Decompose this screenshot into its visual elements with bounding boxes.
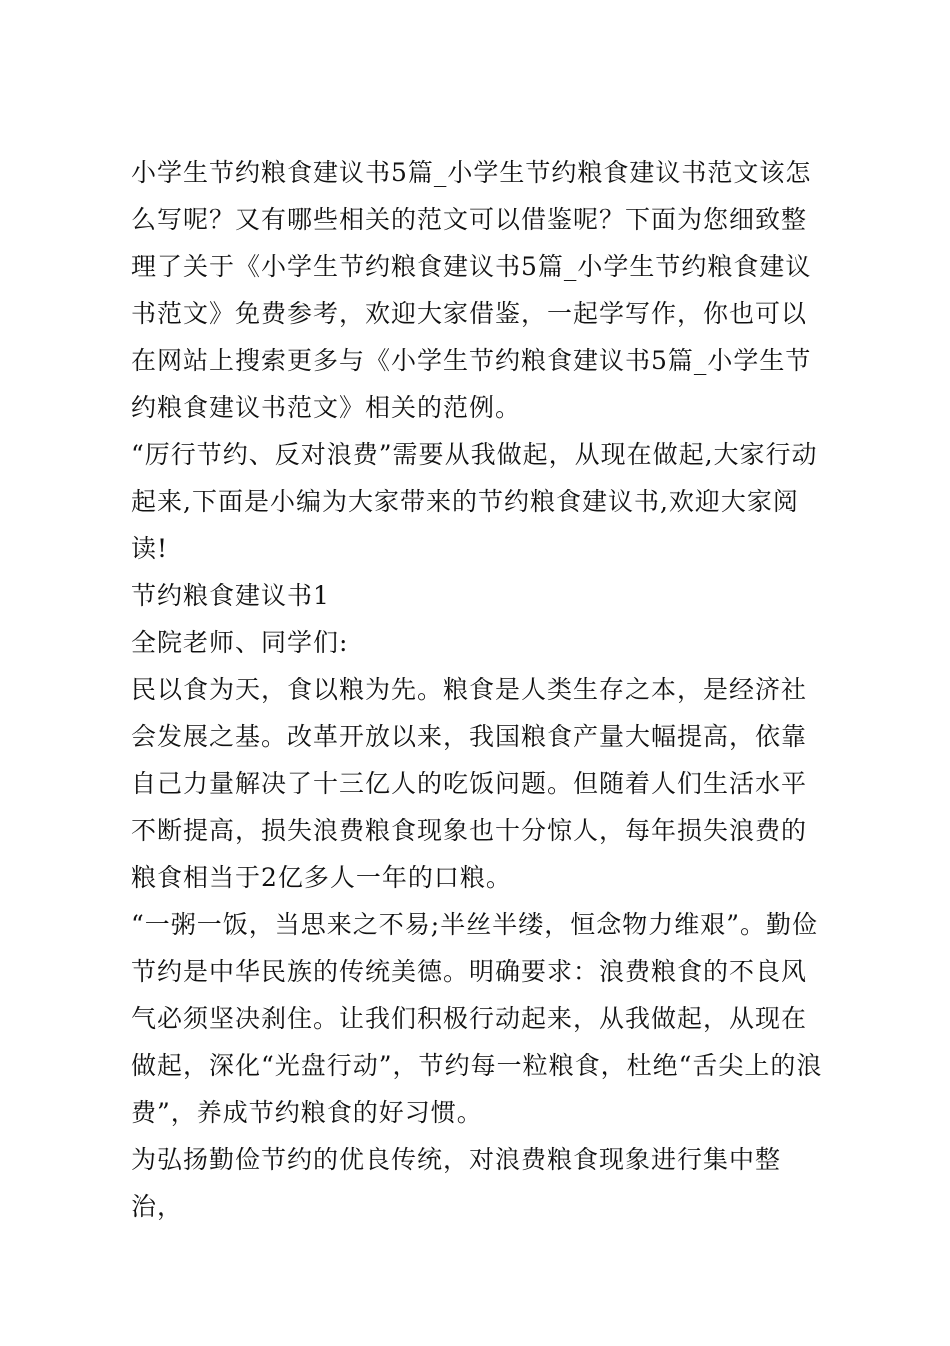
body-paragraph: 民以食为天，食以粮为先。粮食是人类生存之本，是经济社会发展之基。改革开放以来，我国粮食产量大幅提高，依靠自己力量解决了十三亿人的吃饭问题。但随着人们生活水平不断提高，损失浪费粮食现象也十分惊人，每年损失浪费的粮食相当于2亿多人一年的口粮。: [131, 675, 808, 892]
salutation: 全院老师、同学们:: [131, 628, 349, 657]
section-heading: 节约粮食建议书1: [131, 581, 330, 610]
document-body: [131, 149, 831, 1230]
body-paragraph: 为弘扬勤俭节约的优良传统，对浪费粮食现象进行集中整治，: [131, 1145, 782, 1221]
body-paragraph: “一粥一饭，当思来之不易;半丝半缕，恒念物力维艰”。勤俭节约是中华民族的传统美德。明确要求：浪费粮食的不良风气必须坚决刹住。让我们积极行动起来，从我做起，从现在做起，深化“光盘行动”，节约每一粒粮食，杜绝“舌尖上的浪费”，养成节约粮食的好习惯。: [131, 910, 823, 1127]
intro-paragraph: 小学生节约粮食建议书5篇_小学生节约粮食建议书范文该怎么写呢？又有哪些相关的范文可以借鉴呢？下面为您细致整理了关于《小学生节约粮食建议书5篇_小学生节约粮食建议书范文》免费参考，欢迎大家借鉴，一起学写作，你也可以在网站上搜索更多与《小学生节约粮食建议书5篇_小学生节约粮食建议书范文》相关的范例。: [131, 158, 812, 422]
lead-paragraph: “厉行节约、反对浪费”需要从我做起，从现在做起,大家行动起来,下面是小编为大家带来的节约粮食建议书,欢迎大家阅读!: [131, 440, 818, 563]
